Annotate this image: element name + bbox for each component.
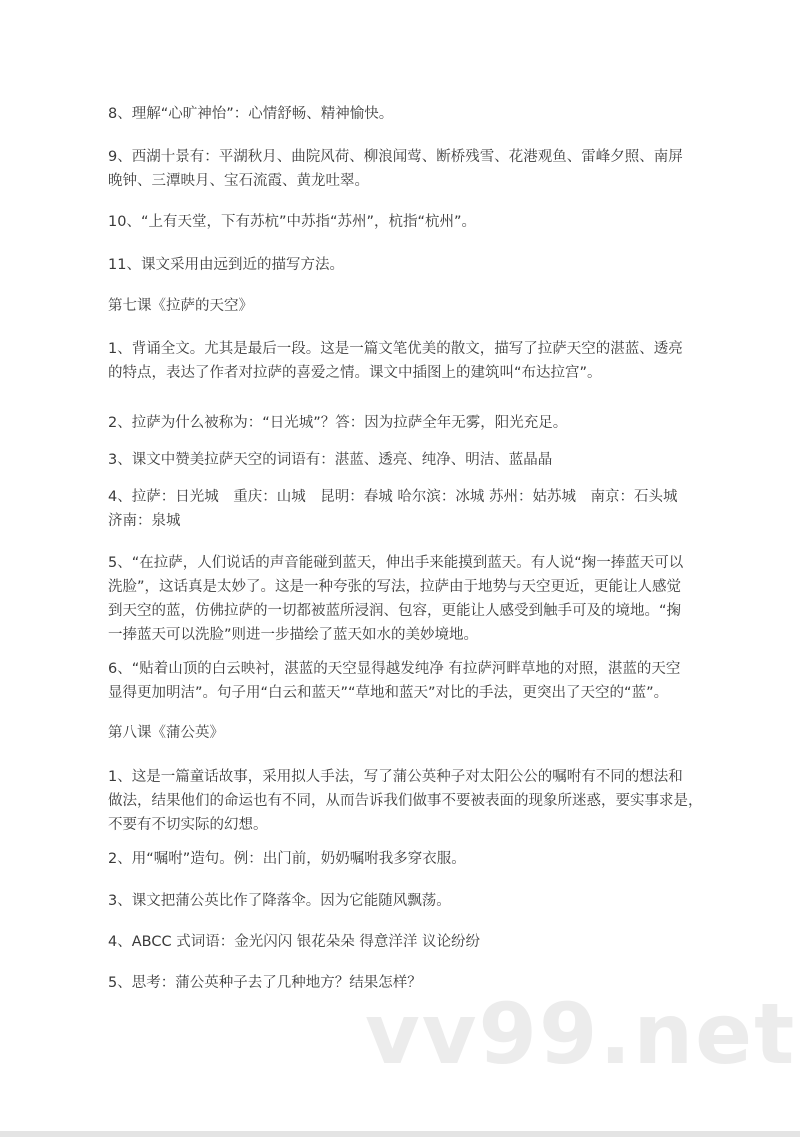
text-line: 5、思考：蒲公英种子去了几种地方？结果怎样？ (108, 975, 422, 991)
text-line: 晚钟、三潭映月、宝石流霞、黄龙吐翠。 (108, 173, 369, 189)
text-line: 济南：泉城 (108, 513, 181, 529)
paragraph (108, 210, 708, 234)
paragraph (108, 448, 708, 472)
text-line: 6、“贴着山顶的白云映衬，湛蓝的天空显得越发纯净 有拉萨河畔草地的对照，湛蓝的天空 (108, 661, 681, 677)
page-bottom-edge (0, 1131, 800, 1137)
paragraph (108, 889, 708, 913)
text-line: 显得更加明洁”。句子用“白云和蓝天”“草地和蓝天”对比的手法，更突出了天空的“蓝”。 (108, 685, 669, 701)
text-line: 9、西湖十景有：平湖秋月、曲院风荷、柳浪闻莺、断桥残雪、花港观鱼、雷峰夕照、南屏 (108, 149, 683, 165)
text-line: 3、课文中赞美拉萨天空的词语有：湛蓝、透亮、纯净、明洁、蓝晶晶 (108, 452, 553, 468)
text-line: 到天空的蓝，仿佛拉萨的一切都被蓝所浸润、包容，更能让人感受到触手可及的境地。“掬 (108, 603, 682, 619)
watermark: vv99.net (365, 985, 797, 1083)
paragraph (108, 930, 708, 954)
text-line: 1、这是一篇童话故事，采用拟人手法，写了蒲公英种子对太阳公公的嘱咐有不同的想法和 (108, 769, 683, 785)
text-line: 11、课文采用由远到近的描写方法。 (108, 257, 344, 273)
text-line: 5、“在拉萨，人们说话的声音能碰到蓝天，伸出手来能摸到蓝天。有人说“掬一捧蓝天可以 (108, 555, 684, 571)
lesson-heading (108, 721, 708, 745)
text-line: 1、背诵全文。尤其是最后一段。这是一篇文笔优美的散文，描写了拉萨天空的湛蓝、透亮 (108, 341, 683, 357)
paragraph (108, 765, 708, 837)
paragraph (108, 847, 708, 871)
text-line: 做法，结果他们的命运也有不同，从而告诉我们做事不要被表面的现象所迷惑，要实事求是， (108, 793, 703, 809)
text-line: 第七课《拉萨的天空》 (108, 298, 253, 314)
paragraph (108, 253, 708, 277)
paragraph (108, 657, 708, 705)
paragraph (108, 145, 708, 193)
text-line: 一捧蓝天可以洗脸”则进一步描绘了蓝天如水的美妙境地。 (108, 627, 479, 643)
text-line: 3、课文把蒲公英比作了降落伞。因为它能随风飘荡。 (108, 893, 451, 909)
paragraph (108, 485, 708, 533)
text-line: 2、拉萨为什么被称为：“日光城”？答：因为拉萨全年无雾，阳光充足。 (108, 415, 568, 431)
text-line: 4、拉萨：日光城 重庆：山城 昆明：春城 哈尔滨：冰城 苏州：姑苏城 南京：石头城 (108, 489, 678, 505)
paragraph (108, 337, 708, 385)
text-line: 2、用“嘱咐”造句。例：出门前，奶奶嘱咐我多穿衣服。 (108, 851, 466, 867)
text-line: 4、ABCC 式词语：金光闪闪 银花朵朵 得意洋洋 议论纷纷 (108, 934, 481, 950)
text-line: 第八课《蒲公英》 (108, 725, 224, 741)
text-line: 8、理解“心旷神怡”：心情舒畅、精神愉快。 (108, 106, 394, 122)
paragraph (108, 551, 708, 647)
lesson-heading (108, 294, 708, 318)
paragraph (108, 411, 708, 435)
text-line: 不要有不切实际的幻想。 (108, 817, 268, 833)
paragraph (108, 102, 708, 126)
text-line: 的特点，表达了作者对拉萨的喜爱之情。课文中插图上的建筑叫“布达拉宫”。 (108, 365, 602, 381)
text-line: 洗脸”，这话真是太妙了。这是一种夸张的写法，拉萨由于地势与天空更近，更能让人感觉 (108, 579, 682, 595)
text-line: 10、“上有天堂，下有苏杭”中苏指“苏州”，杭指“杭州”。 (108, 214, 477, 230)
